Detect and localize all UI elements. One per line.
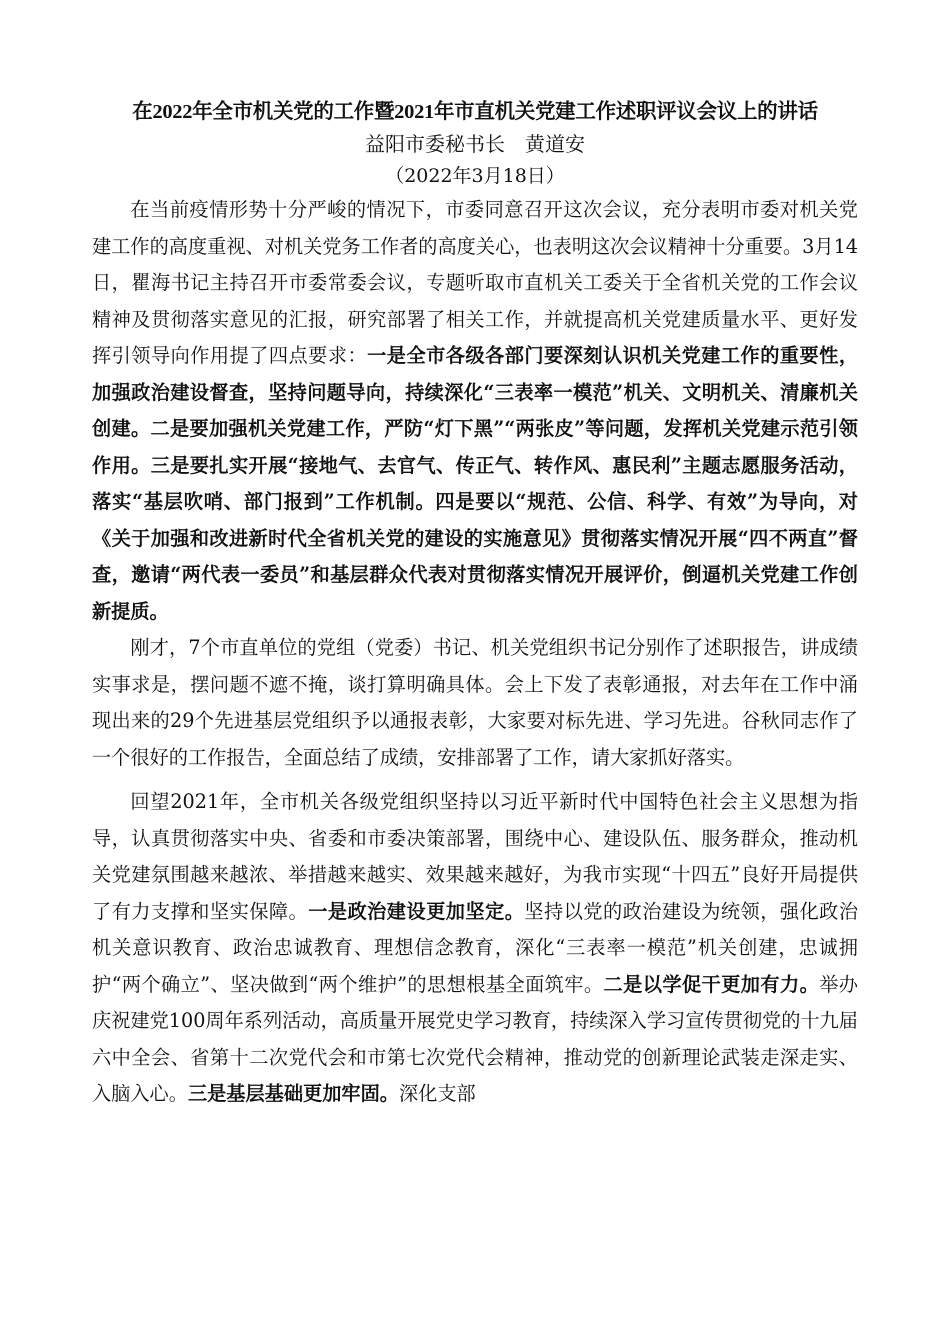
author-line: 益阳市委秘书长 黄道安 [365, 132, 585, 156]
paragraph-3-text-1: 回望2021年，全市机关各级党组织坚持以习近平新时代中国特色社会主义思想为指导，认真贯彻落实中央、省委和市委决策部署，围绕中心、建设队伍、服务群众，推动机关党建氛围越来越浓、举措越来越实、效果越来越好，为我市实现“十四五”良好开局提供了有力支撑和坚实保障。 [92, 790, 858, 923]
paragraph-3-text-4: 深化支部 [399, 1082, 476, 1105]
speech-date: （2022年3月18日） [385, 165, 565, 187]
document-page [92, 96, 858, 1113]
paragraph-1-bold-text: 一是全市各级各部门要深刻认识机关党建工作的重要性，加强政治建设督查，坚持问题导向，持续深化“三表率一模范”机关、文明机关、清廉机关创建。二是要加强机关党建工作，严防“灯下黑”“两张皮”等问题，发挥机关党建示范引领作用。三是要扎实开展“接地气、去官气、传正气、转作风、惠民利”主题志愿服务活动，落实“基层吹哨、部门报到”工作机制。四是要以“规范、公信、科学、有效”为导向，对《关于加强和改进新时代全省机关党的建设的实施意见》贯彻落实情况开展“四不两直”督查，邀请“两代表一委员”和基层群众代表对贯彻落实情况开展评价，倒逼机关党建工作创新提质。 [92, 344, 859, 623]
paragraph-3-text-2: 坚持以党的政治建设为统领，强化政治机关意识教育、政治忠诚教育、理想信念教育，深化“三表率一模范”机关创建，忠诚拥护“两个确立”、坚决做到“两个维护”的思想根基全面筑牢。 [92, 899, 859, 996]
paragraph-2-text: 刚才，7个市直单位的党组（党委）书记、机关党组织书记分别作了述职报告，讲成绩实事求是，摆问题不遮不掩，谈打算明确具体。会上下发了表彰通报，对去年在工作中涌现出来的29个先进基层党组织予以通报表彰，大家要对标先进、学习先进。谷秋同志作了一个很好的工作报告，全面总结了成绩，安排部署了工作，请大家抓好落实。 [92, 636, 858, 769]
paragraph-2 [92, 630, 858, 776]
paragraph-3-bold-1: 一是政治建设更加坚定。 [308, 899, 525, 923]
paragraph-1 [92, 192, 858, 630]
document-title: 在2022年全市机关党的工作暨2021年市直机关党建工作述职评议会议上的讲话 [132, 101, 818, 123]
paragraph-gap [92, 776, 858, 784]
paragraph-3-bold-2: 二是以学促干更加有力。 [603, 972, 820, 996]
paragraph-3-text-3: 举办庆祝建党100周年系列活动，高质量开展党史学习教育，持续深入学习宣传贯彻党的十九届六中全会、省第十二次党代会和市第七次党代会精神，推动党的创新理论武装走深走实、入脑入心。 [92, 972, 858, 1105]
paragraph-3-bold-3: 三是基层基础更加牢固。 [187, 1082, 399, 1105]
paragraph-1-text: 在当前疫情形势十分严峻的情况下，市委同意召开这次会议，充分表明市委对机关党建工作的高度重视、对机关党务工作者的高度关心，也表明这次会议精神十分重要。3月14日，瞿海书记主持召开市委常委会议，专题听取市直机关工委关于全省机关党的工作会议精神及贯彻落实意见的汇报，研究部署了相关工作，并就提高机关党建质量水平、更好发挥引领导向作用提了四点要求： [92, 198, 858, 367]
paragraph-3 [92, 784, 858, 1113]
